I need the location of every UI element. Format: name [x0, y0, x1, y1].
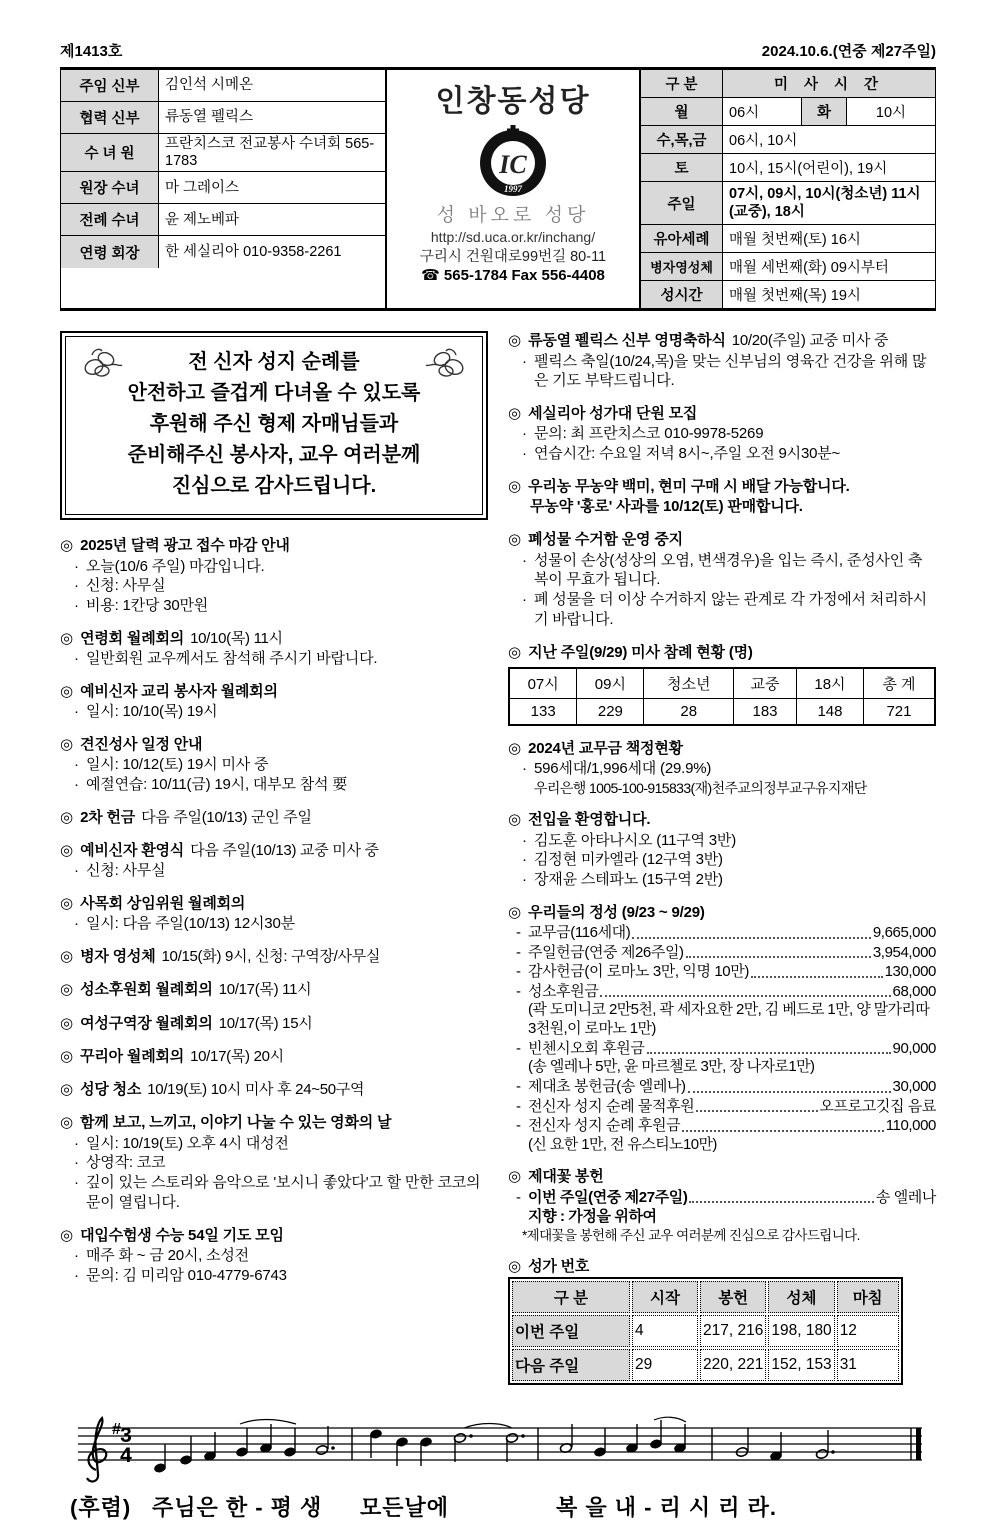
cell: 매월 첫번째(토) 16시	[729, 232, 861, 249]
header-block	[60, 67, 936, 311]
thanks-text: 준비해주신 봉사자, 교우 여러분께	[127, 444, 421, 467]
section-sacramentals: ◎ 폐성물 수거함 운영 중지 · 성물이 손상(성상의 오염, 변색경우)을 입는 즉시, 준성사인 축복이 무효가 됩니다. · 폐 성물을 더 이상 수거하지 않는 관계로 각 가정에서 처리하시기 바랍니다.	[508, 531, 927, 629]
cell: 198, 180	[768, 1315, 834, 1347]
svg-text:1997: 1997	[504, 184, 522, 194]
col-header: 총 계	[863, 668, 935, 699]
cell: 07시, 09시, 10시(청소년) 11시(교중), 18시	[729, 186, 921, 221]
row-label: 월	[641, 98, 723, 125]
cell: 4	[632, 1315, 698, 1347]
top-header	[60, 40, 936, 61]
table-row	[61, 102, 385, 134]
table-row	[61, 172, 385, 204]
col-header: 07시	[509, 668, 577, 699]
row-label: 성시간	[641, 281, 723, 308]
staff-notation	[60, 1412, 936, 1486]
cell: 152, 153	[768, 1349, 834, 1381]
offering-item: - 성소후원금 68,000	[516, 982, 936, 1000]
offering-item: - 빈첸시오회 후원금 90,000	[516, 1039, 936, 1057]
cell: 31	[837, 1349, 899, 1381]
table-row	[61, 236, 385, 268]
section-calendar-ad: ◎ 2025년 달력 광고 접수 마감 안내 · 오늘(10/6 주일) 마감입니다. · 신청: 사무실 · 비용: 1칸당 30만원	[60, 537, 290, 615]
time-signature-numerator: 3	[120, 1424, 132, 1448]
section-women-leaders: ◎ 여성구역장 월례회의 10/17(목) 15시	[60, 1014, 313, 1032]
church-phone: ☎ 565-1784 Fax 556-4408	[421, 267, 605, 284]
thanks-box	[60, 331, 488, 520]
section-vocation-support: ◎ 성소후원회 월례회의 10/17(목) 11시	[60, 981, 312, 999]
col-header: 구 분	[512, 1281, 630, 1313]
sharp-icon: #	[112, 1421, 121, 1439]
church-logo-icon	[476, 124, 550, 198]
section-dues-status: ◎ 2024년 교무금 책정현황 · 596세대/1,996세대 (29.9%) 우리은행 1005-100-915833(재)천주교의정부교구유지재단	[508, 739, 936, 797]
row-label: 수 녀 원	[61, 134, 159, 171]
cell: 06시	[729, 105, 760, 121]
church-name: 인창동성당	[435, 85, 591, 118]
cell: 220, 221	[700, 1349, 766, 1381]
table-row	[641, 154, 935, 182]
col-header: 교중	[734, 668, 797, 699]
cell: 매월 첫번째(목) 19시	[729, 288, 861, 305]
row-label: 토	[641, 154, 723, 181]
table-row	[61, 134, 385, 172]
cell: 28	[644, 699, 734, 726]
refrain-label: (후렴)	[70, 1495, 132, 1521]
cell: 229	[577, 699, 644, 726]
section-catechumen-welcome: ◎ 예비신자 환영식 다음 주일(10/13) 교중 미사 중 · 신청: 사무실	[60, 842, 379, 880]
row-label: 주일	[641, 182, 723, 224]
row-label: 주임 신부	[61, 70, 159, 101]
thanks-text: 전 신자 성지 순례를	[188, 351, 360, 374]
section-pastoral-council: ◎ 사목회 상임위원 월례회의 · 일시: 다음 주일(10/13) 12시30분	[60, 895, 295, 933]
offering-note: (곽 도미니코 2만5천, 곽 세자요한 2만, 김 베드로 1만, 양 말가리따 3천원,이 로마노 1만)	[528, 1001, 930, 1037]
flower-decoration-icon	[424, 345, 468, 381]
row-value: 프란치스코 전교봉사 수녀회 565-1783	[165, 136, 375, 169]
row-label: 이번 주일	[512, 1315, 630, 1347]
table-row	[61, 204, 385, 236]
altar-flower-footnote: *제대꽃을 봉헌해 주신 교우 여러분께 진심으로 감사드립니다.	[522, 1227, 860, 1243]
row-label: 전례 수녀	[61, 204, 159, 235]
time-signature-denominator: 4	[120, 1444, 132, 1468]
issue-number: 제1413호	[60, 43, 123, 60]
altar-flower-line: - 이번 주일(연중 제27주일) 송 엘레나	[516, 1188, 936, 1206]
section-movie-day: ◎ 함께 보고, 느끼고, 이야기 나눌 수 있는 영화의 날 · 일시: 10/19(토) 오후 4시 대성전 · 상영작: 코코 · 깊이 있는 스토리와 음악으로 '보시니 좋았다'고 할 만한 코코의 문이 열립니다.	[60, 1114, 481, 1212]
lyric-segment: 복 을 내 - 리 시 리 라.	[556, 1495, 777, 1521]
hymn-table	[508, 1277, 903, 1385]
church-subtitle: 성 바오로 성당	[436, 205, 590, 226]
col-header: 09시	[577, 668, 644, 699]
table-row	[641, 126, 935, 154]
cell: 183	[734, 699, 797, 726]
church-url: http://sd.uca.or.kr/inchang/	[430, 229, 596, 245]
cell: 148	[796, 699, 863, 726]
section-senior-meeting: ◎ 연령회 월례회의 10/10(목) 11시 · 일반회원 교우께서도 참석해 주시기 바랍니다.	[60, 629, 378, 668]
col-header: 청소년	[644, 668, 734, 699]
row-value: 한 세실리아 010-9358-2261	[165, 244, 342, 260]
attendance-table	[508, 667, 936, 726]
col-header: 18시	[796, 668, 863, 699]
row-label: 다음 주일	[512, 1349, 630, 1381]
staff-info-table	[60, 70, 387, 308]
cell: 12	[837, 1315, 899, 1347]
thanks-text: 후원해 주신 형제 자매님들과	[149, 413, 399, 436]
section-offerings: ◎ 우리들의 정성 (9/23 ~ 9/29) - 교무금(116세대) 9,665,000 - 주일헌금(연중 제26주일) 3,954,000 - 감사헌금(이 로마노 3만, 익명 10만) 130,000 - 성소후원금 68,000 (곽 도미니코 2만5천, 곽 세자요한 2만, 김 베드로 1만, 양 말가리따 3천원,이 로마노 1만) - 빈첸시오회 후원금 90,000 (송 엘레나 5만, 윤 마르첼로 3만, 장 나자로1만) - 제대초 봉헌금(송 엘레나) 30,000 - 전신자 성지 순례 물적후원 오프로고깃집 음료 - 전신자 성지 순례 후원금 110,000 (신 요한 1만, 전 유스티노10만)	[508, 904, 936, 1153]
cell: 217, 216	[700, 1315, 766, 1347]
mass-schedule-table	[639, 70, 936, 308]
offering-note: (신 요한 1만, 전 유스티노10만)	[528, 1135, 717, 1153]
offering-item: - 교무금(116세대) 9,665,000	[516, 924, 936, 942]
section-confirmation: ◎ 견진성사 일정 안내 · 일시: 10/12(토) 19시 미사 중 · 예절연습: 10/11(금) 19시, 대부모 참석 要	[60, 735, 348, 794]
section-curia: ◎ 꾸리아 월례회의 10/17(목) 20시	[60, 1047, 284, 1065]
lyric-segment: 주님은 한 - 평 생	[152, 1495, 323, 1521]
offering-note: (송 엘레나 5만, 윤 마르첼로 3만, 장 나자로1만)	[528, 1058, 815, 1076]
cell: 06시, 10시	[729, 133, 798, 149]
col-header: 마침	[837, 1281, 899, 1313]
altar-flower-intention: 지향 : 가정을 위하여	[528, 1208, 657, 1225]
col-header: 봉헌	[700, 1281, 766, 1313]
row-label: 연령 회장	[61, 236, 159, 268]
left-column	[60, 331, 488, 1398]
right-column	[508, 331, 936, 1398]
issue-date: 2024.10.6.(연중 제27주일)	[761, 43, 936, 60]
notes	[154, 1418, 835, 1474]
row-label: 협력 신부	[61, 102, 159, 133]
table-row	[512, 1349, 899, 1381]
table-row	[641, 253, 935, 281]
offering-item: - 제대초 봉헌금(송 엘레나) 30,000	[516, 1078, 936, 1095]
table-row-monday	[641, 98, 935, 126]
lyrics-line	[60, 1491, 936, 1521]
col-header: 미 사 시 간	[773, 77, 885, 93]
cell: 화	[801, 98, 847, 125]
section-exam-prayer: ◎ 대입수험생 수능 54일 기도 모임 · 매주 화 ~ 금 20시, 소성전 · 문의: 김 미리암 010-4779-6743	[60, 1226, 287, 1284]
lyric-segment: 모든날에	[360, 1495, 450, 1521]
row-value: 김인석 시메온	[165, 77, 254, 94]
row-value: 류동열 펠릭스	[165, 109, 254, 126]
thanks-text: 안전하고 즐겁게 다녀올 수 있도록	[127, 382, 421, 405]
flower-decoration-icon	[80, 345, 124, 381]
section-mass-attendance: ◎ 지난 주일(9/29) 미사 참례 현황 (명) 07시 09시 청소년 교중 18시 총 계 133 229 28 183 148 721	[508, 643, 936, 726]
cell: 29	[632, 1349, 698, 1381]
section-sick-communion: ◎ 병자 영성체 10/15(화) 9시, 신청: 구역장/사무실	[60, 948, 381, 966]
col-header: 시작	[632, 1281, 698, 1313]
cell: 10시	[875, 105, 907, 121]
row-value: 윤 제노베파	[165, 211, 240, 228]
section-hymn-numbers: ◎ 성가 번호 구 분 시작 봉헌 성체 마침 이번 주일 4 217, 216 198, 180 12 다음 주일 29 220, 221 152, 153 31	[508, 1257, 936, 1385]
svg-text:IC: IC	[499, 150, 527, 179]
offering-item: - 주일헌금(연중 제26주일) 3,954,000	[516, 943, 936, 961]
church-identity	[387, 70, 639, 308]
section-feast-celebration: ◎ 류동열 펠릭스 신부 영명축하식 10/20(주일) 교중 미사 중 · 펠릭스 축일(10/24,목)을 맞는 신부님의 영육간 건강을 위해 많은 기도 부탁드립니다.	[508, 332, 927, 390]
table-row	[641, 225, 935, 253]
table-row	[641, 281, 935, 308]
section-organic-rice: ◎ 우리농 무농약 백미, 현미 구매 시 배달 가능합니다. 무농약 '홍로' 사과를 10/12(토) 판매합니다.	[508, 477, 850, 516]
cell: 매월 세번째(화) 09시부터	[729, 260, 889, 277]
table-row	[641, 182, 935, 225]
col-header: 구 분	[641, 70, 723, 97]
offering-item: - 감사헌금(이 로마노 3만, 익명 10만) 130,000	[516, 963, 936, 981]
section-second-collection: ◎ 2차 헌금 다음 주일(10/13) 군인 주일	[60, 808, 312, 826]
row-label: 수,목,금	[641, 126, 723, 153]
final-barline	[916, 1428, 921, 1460]
cell: 10시, 15시(어린이), 19시	[729, 161, 888, 177]
table-row	[509, 699, 935, 726]
church-address: 구리시 건원대로99번길 80-11	[419, 249, 607, 265]
col-header: 성체	[768, 1281, 834, 1313]
thanks-text: 진심으로 감사드립니다.	[171, 475, 377, 498]
row-value: 마 그레이스	[165, 179, 240, 196]
cell: 721	[863, 699, 935, 726]
table-row	[61, 70, 385, 102]
row-label: 유아세례	[641, 225, 723, 252]
offering-item: - 전신자 성지 순례 물적후원 오프로고깃집 음료	[516, 1097, 936, 1115]
row-label: 병자영성체	[641, 253, 723, 280]
bank-account: 우리은행 1005-100-915833(재)천주교의정부교구유지재단	[534, 780, 867, 797]
music-staff	[60, 1412, 936, 1521]
section-altar-flowers: ◎ 제대꽃 봉헌 - 이번 주일(연중 제27주일) 송 엘레나 지향 : 가정을 위하여 *제대꽃을 봉헌해 주신 교우 여러분께 진심으로 감사드립니다.	[508, 1168, 936, 1243]
table-row	[512, 1315, 899, 1347]
table-header-row	[641, 70, 935, 98]
section-choir-recruit: ◎ 세실리아 성가대 단원 모집 · 문의: 최 프란치스코 010-9978-5269 · 연습시간: 수요일 저녁 8시~,주일 오전 9시30분~	[508, 405, 841, 463]
offering-item: - 전신자 성지 순례 후원금 110,000	[516, 1117, 936, 1134]
row-label: 원장 수녀	[61, 172, 159, 203]
section-new-members: ◎ 전입을 환영합니다. · 김도훈 아타나시오 (11구역 3반) · 김정현 미카엘라 (12구역 3반) · 장재윤 스테파노 (15구역 2반)	[508, 811, 736, 889]
section-catechist-meeting: ◎ 예비신자 교리 봉사자 월례회의 · 일시: 10/10(목) 19시	[60, 682, 278, 721]
section-church-cleaning: ◎ 성당 청소 10/19(토) 10시 미사 후 24~50구역	[60, 1081, 365, 1099]
cell: 133	[509, 699, 577, 726]
